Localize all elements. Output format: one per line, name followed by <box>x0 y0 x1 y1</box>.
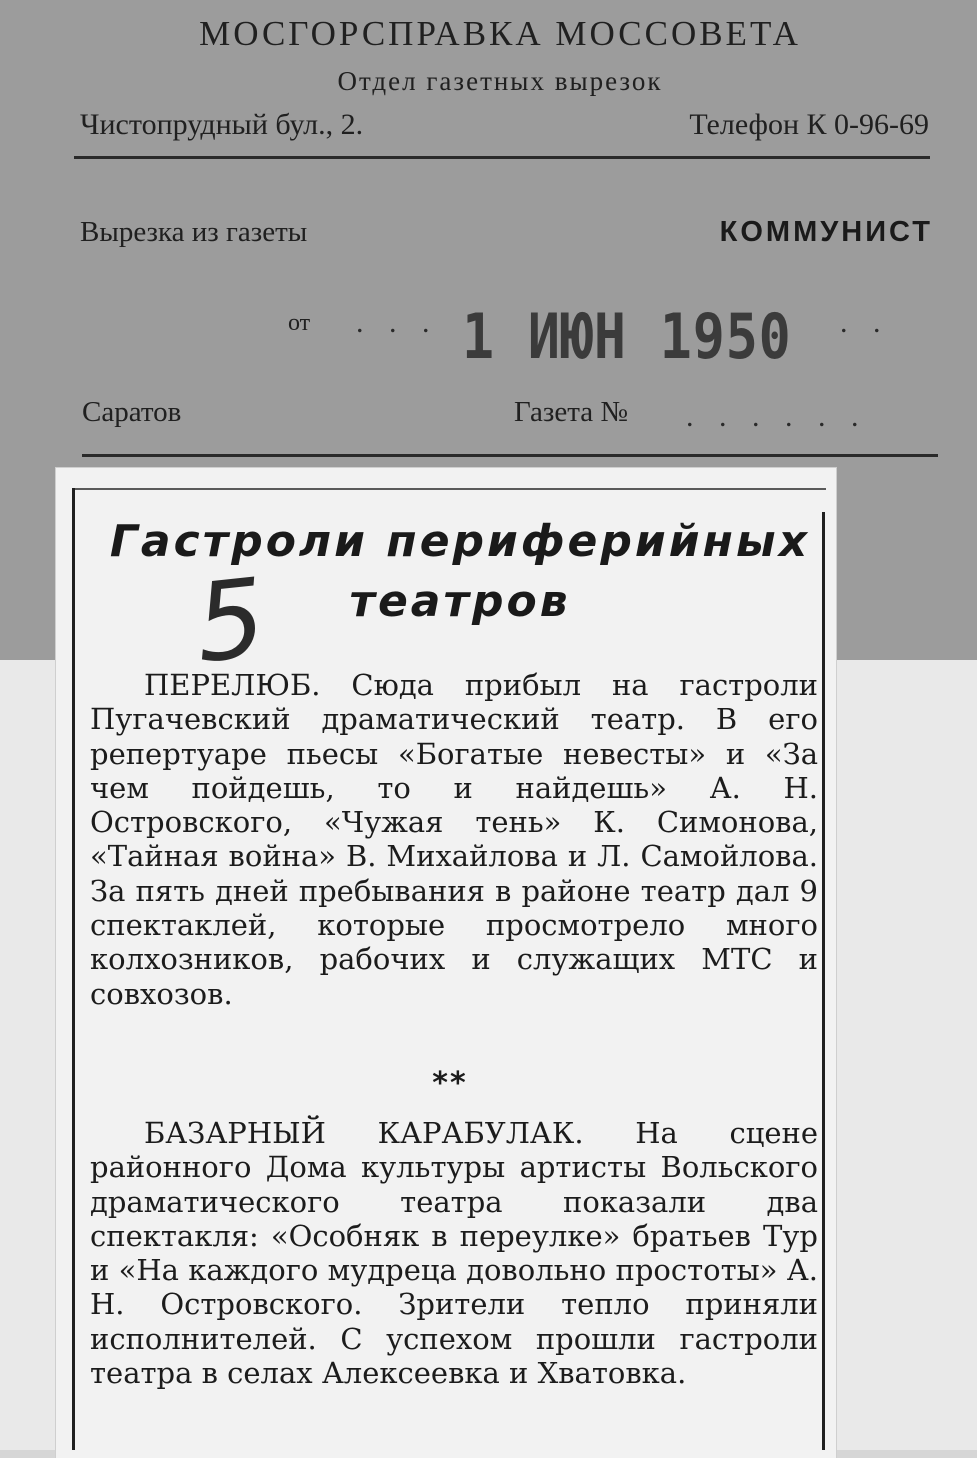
clipping-border <box>72 488 75 1450</box>
article-paragraph: БАЗАРНЫЙ КАРАБУЛАК. На сцене районного Дома культуры артисты Вольского драматического театра показали два спектакля: «Особняк в переулке» братьев Тур и «На каждого мудреца довольно простоты» А. Н. Островского. Зрители тепло приняли исполнителей. С успехом прошли гастроли театра в селах Алексеевка и Хватовка. <box>90 1116 818 1391</box>
date-label: от <box>288 310 311 336</box>
department-name: Отдел газетных вырезок <box>337 66 663 96</box>
form-divider <box>82 454 938 457</box>
clipping-label: Вырезка из газеты <box>80 216 308 248</box>
phone-number: Телефон К 0-96-69 <box>689 108 929 141</box>
article-paragraph: ПЕРЕЛЮБ. Сюда прибыл на гастроли Пугачевский драматический театр. В его репертуаре пьесы «Богатые невесты» и «За чем пойдешь, то и найдешь» А. Н. Островского, «Чужая тень» К. Симонова, «Тайная война» В. Михайлова и Л. Самойлова. За пять дней пребывания в районе театр дал 9 спектаклей, которые просмотрело много колхозников, рабочих и служащих МТС и совхозов. <box>90 668 818 1011</box>
dotted-fill-line: . . . . . . <box>686 400 868 433</box>
issue-number-label: Газета № <box>514 396 629 428</box>
date-stamp: 1 ИЮН 1950 <box>462 300 792 373</box>
organization-name: МОСГОРСПРАВКА МОССОВЕТА <box>199 14 801 53</box>
section-separator: ** <box>432 1066 468 1101</box>
newspaper-name: КОММУНИСТ <box>719 216 933 248</box>
clipping-border <box>822 512 825 1450</box>
address: Чистопрудный бул., 2. <box>80 108 364 141</box>
handwritten-mark: 5 <box>189 555 272 688</box>
dotted-fill-line: . . . <box>356 306 439 339</box>
article-title: Гастроли периферийных театров <box>109 516 811 627</box>
clipping-border <box>72 488 826 490</box>
header-divider <box>74 156 930 159</box>
dotted-fill-line: . . <box>840 306 890 339</box>
city-name: Саратов <box>82 396 182 428</box>
